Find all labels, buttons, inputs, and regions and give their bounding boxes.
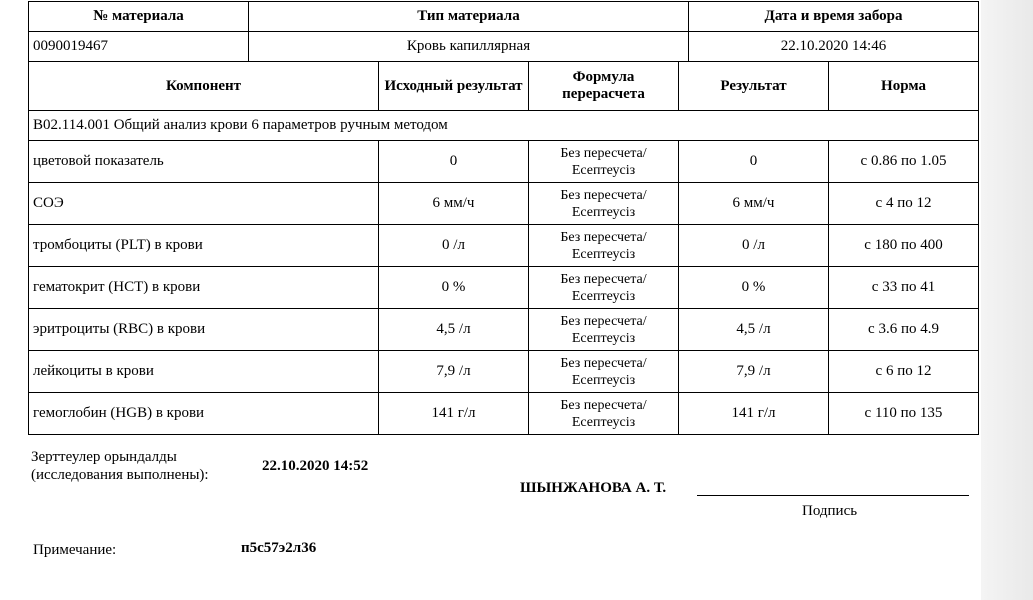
initial-cell: 0 /л (379, 225, 529, 267)
component-cell: тромбоциты (PLT) в крови (29, 225, 379, 267)
formula-cell: Без пересчета/ Есептеусіз (529, 393, 679, 435)
header-datetime: Дата и время забора (689, 2, 979, 32)
component-cell: гемоглобин (HGB) в крови (29, 393, 379, 435)
initial-cell: 6 мм/ч (379, 183, 529, 225)
formula-cell: Без пересчета/ Есептеусіз (529, 309, 679, 351)
result-cell: 0 /л (679, 225, 829, 267)
table-row (29, 183, 979, 225)
norm-cell: с 6 по 12 (829, 351, 979, 393)
formula-cell: Без пересчета/ Есептеусіз (529, 183, 679, 225)
norm-cell: с 0.86 по 1.05 (829, 141, 979, 183)
initial-cell: 0 % (379, 267, 529, 309)
formula-cell: Без пересчета/ Есептеусіз (529, 351, 679, 393)
signature-line (697, 495, 969, 496)
result-cell: 141 г/л (679, 393, 829, 435)
table-row (29, 267, 979, 309)
header-material-no: № материала (29, 2, 249, 32)
result-cell: 0 % (679, 267, 829, 309)
result-cell: 4,5 /л (679, 309, 829, 351)
initial-cell: 7,9 /л (379, 351, 529, 393)
section-title: B02.114.001 Общий анализ крови 6 параметров ручным методом (29, 111, 979, 141)
results-header-row (29, 62, 979, 111)
page-edge-shadow (981, 0, 1033, 600)
component-cell: цветовой показатель (29, 141, 379, 183)
norm-cell: с 180 по 400 (829, 225, 979, 267)
component-cell: лейкоциты в крови (29, 351, 379, 393)
completed-datetime: 22.10.2020 14:52 (262, 458, 369, 474)
component-cell: эритроциты (RBC) в крови (29, 309, 379, 351)
table-row (29, 393, 979, 435)
norm-cell: с 3.6 по 4.9 (829, 309, 979, 351)
note-value: п5с57э2л36 (241, 540, 317, 556)
norm-cell: с 33 по 41 (829, 267, 979, 309)
material-info-table (28, 1, 979, 62)
table-row (29, 225, 979, 267)
initial-cell: 4,5 /л (379, 309, 529, 351)
formula-cell: Без пересчета/ Есептеусіз (529, 267, 679, 309)
material-no-value: 0090019467 (29, 32, 249, 62)
results-table (28, 61, 979, 435)
formula-cell: Без пересчета/ Есептеусіз (529, 225, 679, 267)
col-initial-result: Исходный результат (379, 62, 529, 111)
completed-label: Зерттеулер орындалды (исследования выполнены): (31, 449, 209, 483)
signature-label: Подпись (802, 503, 858, 519)
initial-cell: 0 (379, 141, 529, 183)
norm-cell: с 4 по 12 (829, 183, 979, 225)
header-material-type: Тип материала (249, 2, 689, 32)
col-formula: Формула перерасчета (529, 62, 679, 111)
norm-cell: с 110 по 135 (829, 393, 979, 435)
datetime-value: 22.10.2020 14:46 (689, 32, 979, 62)
table-row (29, 309, 979, 351)
col-component: Компонент (29, 62, 379, 111)
result-cell: 0 (679, 141, 829, 183)
col-result: Результат (679, 62, 829, 111)
material-type-value: Кровь капиллярная (249, 32, 689, 62)
result-cell: 7,9 /л (679, 351, 829, 393)
component-cell: СОЭ (29, 183, 379, 225)
table-row (29, 141, 979, 183)
doctor-name: ШЫНЖАНОВА А. Т. (520, 480, 667, 496)
table-row (29, 351, 979, 393)
initial-cell: 141 г/л (379, 393, 529, 435)
formula-cell: Без пересчета/ Есептеусіз (529, 141, 679, 183)
note-label: Примечание: (33, 542, 117, 558)
result-cell: 6 мм/ч (679, 183, 829, 225)
col-norm: Норма (829, 62, 979, 111)
component-cell: гематокрит (HCT) в крови (29, 267, 379, 309)
